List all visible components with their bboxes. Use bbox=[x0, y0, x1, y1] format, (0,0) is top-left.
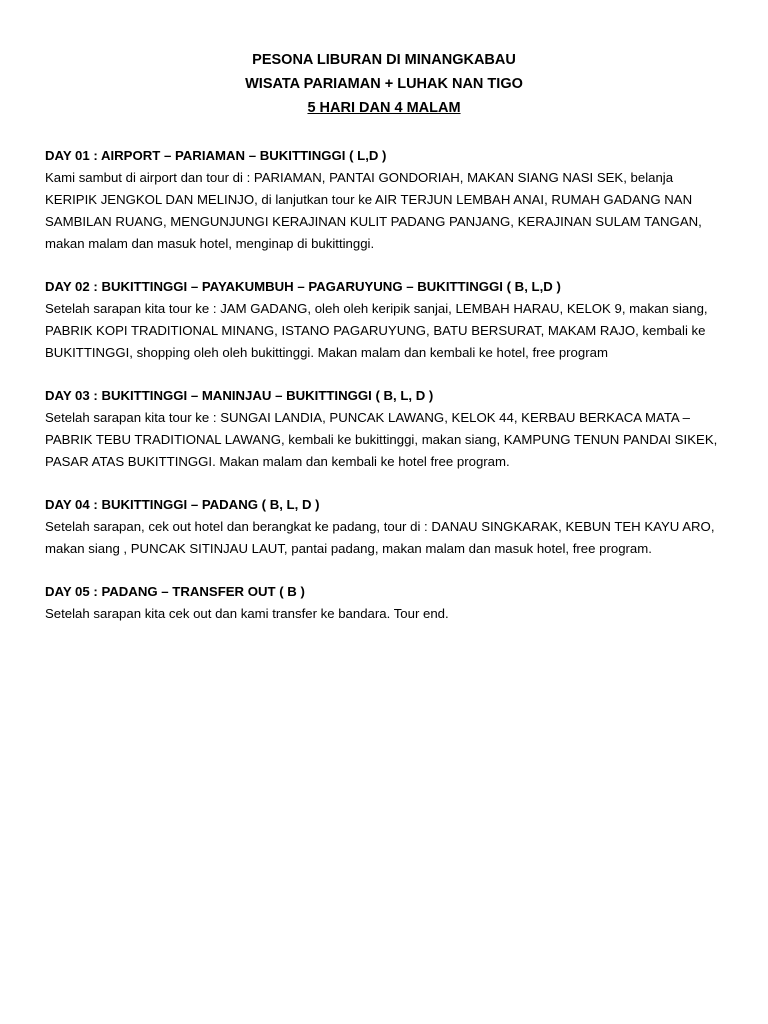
day-description-line: makan siang , PUNCAK SITINJAU LAUT, pantai padang, makan malam dan masuk hotel, free program. bbox=[45, 541, 652, 556]
tour-duration: 5 HARI DAN 4 MALAM bbox=[307, 100, 461, 116]
day-section-4 bbox=[45, 494, 735, 560]
day-title: DAY 05 : PADANG – TRANSFER OUT ( B ) bbox=[45, 584, 305, 599]
day-section-3 bbox=[45, 385, 735, 473]
day-title: DAY 04 : BUKITTINGGI – PADANG ( B, L, D ) bbox=[45, 497, 320, 512]
document-subtitle: WISATA PARIAMAN + LUHAK NAN TIGO bbox=[245, 76, 523, 92]
day-title: DAY 03 : BUKITTINGGI – MANINJAU – BUKITTINGGI ( B, L, D ) bbox=[45, 388, 434, 403]
day-description-line: PASAR ATAS BUKITTINGGI. Makan malam dan kembali ke hotel free program. bbox=[45, 454, 510, 469]
document-header bbox=[0, 48, 768, 120]
itinerary bbox=[45, 145, 735, 646]
day-description-line: makan malam dan masuk hotel, menginap di bukittinggi. bbox=[45, 236, 375, 251]
day-description-line: KERIPIK JENGKOL DAN MELINJO, di lanjutkan tour ke AIR TERJUN LEMBAH ANAI, RUMAH GADANG NAN bbox=[45, 192, 693, 207]
day-description-line: BUKITTINGGI, shopping oleh oleh bukittinggi. Makan malam dan kembali ke hotel, free program bbox=[45, 345, 608, 360]
day-description-line: Kami sambut di airport dan tour di : PARIAMAN, PANTAI GONDORIAH, MAKAN SIANG NASI SEK, belanja bbox=[45, 170, 674, 185]
day-description-line: Setelah sarapan kita tour ke : SUNGAI LANDIA, PUNCAK LAWANG, KELOK 44, KERBAU BERKACA MATA – bbox=[45, 410, 690, 425]
day-section-2 bbox=[45, 276, 735, 364]
day-title: DAY 02 : BUKITTINGGI – PAYAKUMBUH – PAGARUYUNG – BUKITTINGGI ( B, L,D ) bbox=[45, 279, 561, 294]
day-section-5 bbox=[45, 581, 735, 625]
day-description-line: Setelah sarapan, cek out hotel dan berangkat ke padang, tour di : DANAU SINGKARAK, KEBUN TEH KAYU ARO, bbox=[45, 519, 715, 534]
day-section-1 bbox=[45, 145, 735, 255]
day-description-line: Setelah sarapan kita cek out dan kami transfer ke bandara. Tour end. bbox=[45, 606, 449, 621]
day-description-line: PABRIK TEBU TRADITIONAL LAWANG, kembali ke bukittinggi, makan siang, KAMPUNG TENUN PANDAI SIKEK, bbox=[45, 432, 718, 447]
day-title: DAY 01 : AIRPORT – PARIAMAN – BUKITTINGGI ( L,D ) bbox=[45, 148, 387, 163]
document-title: PESONA LIBURAN DI MINANGKABAU bbox=[252, 52, 516, 68]
day-description-line: SAMBILAN RUANG, MENGUNJUNGI KERAJINAN KULIT PADANG PANJANG, KERAJINAN SULAM TANGAN, bbox=[45, 214, 702, 229]
day-description-line: PABRIK KOPI TRADITIONAL MINANG, ISTANO PAGARUYUNG, BATU BERSURAT, MAKAM RAJO, kembali ke bbox=[45, 323, 706, 338]
day-description-line: Setelah sarapan kita tour ke : JAM GADANG, oleh oleh keripik sanjai, LEMBAH HARAU, KELOK 9, makan siang, bbox=[45, 301, 708, 316]
